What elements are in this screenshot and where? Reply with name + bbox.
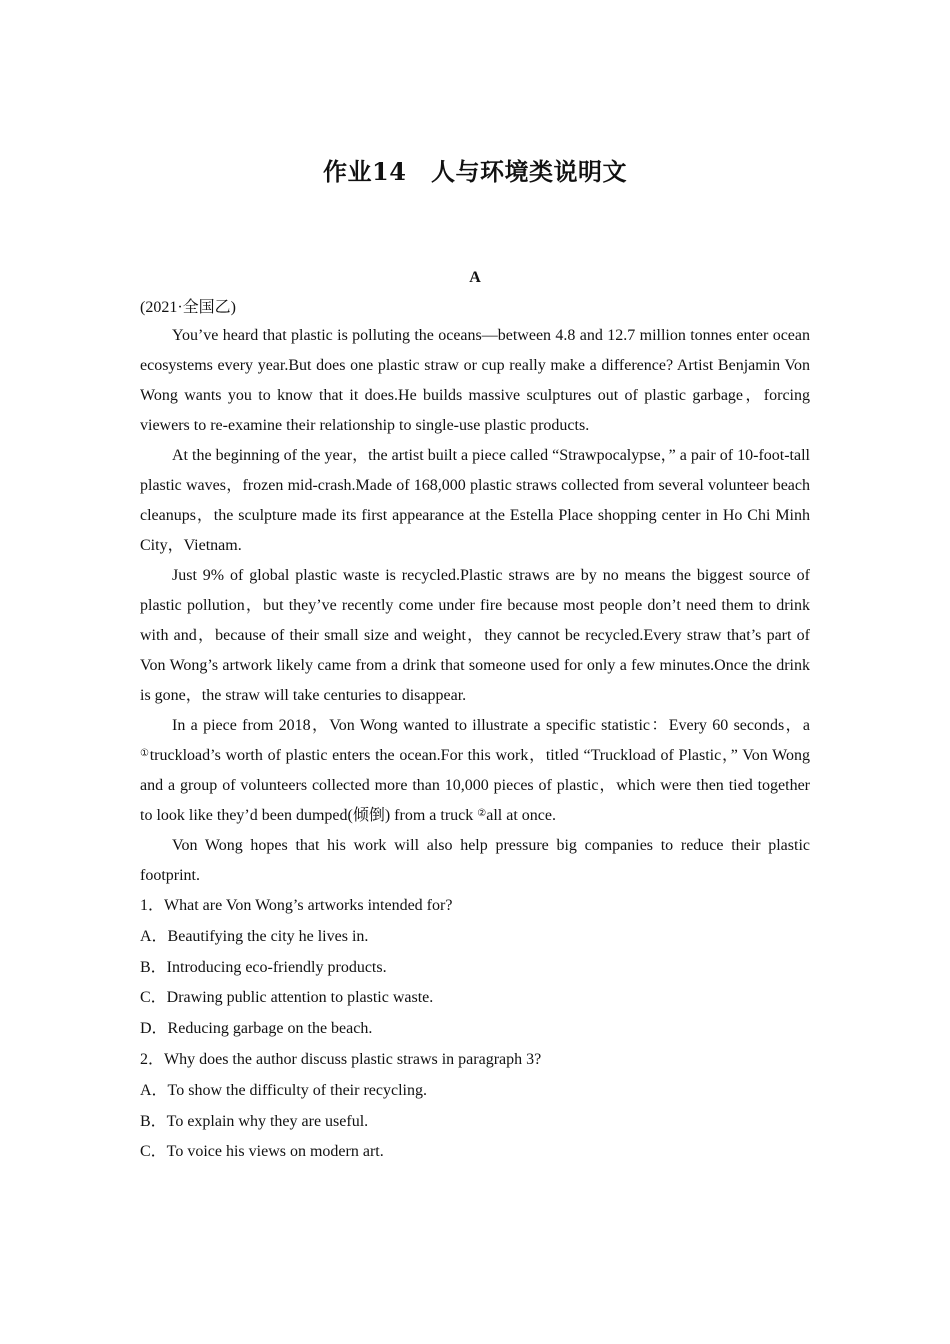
document-page xyxy=(140,150,810,1168)
page-title: 作业14 人与环境类说明文 xyxy=(323,157,627,186)
option-c: C．Drawing public attention to plastic waste. xyxy=(140,989,434,1007)
question-1 xyxy=(140,891,810,1045)
paragraph-4 xyxy=(140,711,810,831)
paragraph-1: You’ve heard that plastic is polluting the oceans—between 4.8 and 12.7 million tonnes enter ocean ecosystems every year.But does one plastic straw or cup really make a difference? Artist Benjamin Von Wong wants you to know that it does.He builds massive sculptures out of plastic garbage，forcing viewers to re-examine their relationship to single-use plastic products. xyxy=(140,327,810,434)
section-label: A xyxy=(469,269,481,286)
option-a: A．Beautifying the city he lives in. xyxy=(140,927,369,945)
option-a: A．To show the difficulty of their recycling. xyxy=(140,1081,427,1099)
paragraph-2: At the beginning of the year，the artist built a piece called “Strawpocalypse，” a pair of 10-foot-tall plastic waves，frozen mid-crash.Made of 168,000 plastic straws collected from several volunteer beach cleanups，the sculpture made its first appearance at the Estella Place shopping center in Ho Chi Minh City，Vietnam. xyxy=(140,447,811,554)
option-b: B．Introducing eco-friendly products. xyxy=(140,958,387,976)
footnote-mark-2: ② xyxy=(477,808,487,819)
option-d: D．Reducing garbage on the beach. xyxy=(140,1020,373,1038)
footnote-mark-1: ① xyxy=(140,748,150,759)
question-stem: 1．What are Von Wong’s artworks intended for? xyxy=(140,897,453,914)
option-c: C．To voice his views on modern art. xyxy=(140,1143,384,1161)
paragraph-5: Von Wong hopes that his work will also help pressure big companies to reduce their plastic footprint. xyxy=(140,837,810,884)
paragraph-4-part-1: In a piece from 2018，Von Wong wanted to illustrate a specific statistic：Every 60 seconds，a xyxy=(172,717,810,734)
paragraph-3: Just 9% of global plastic waste is recycled.Plastic straws are by no means the biggest source of plastic pollution，but they’ve recently come under fire because most people don’t need them to drink with and，because of their small size and weight，they cannot be recycled.Every straw that’s part of Von Wong’s artwork likely came from a drink that someone used for only a few minutes.Once the drink is gone，the straw will take centuries to disappear. xyxy=(140,567,810,704)
question-stem: 2．Why does the author discuss plastic straws in paragraph 3? xyxy=(140,1050,542,1068)
paragraph-4-part-3: all at once. xyxy=(486,807,556,824)
source-citation: (2021·全国乙) xyxy=(140,299,236,316)
option-b: B．To explain why they are useful. xyxy=(140,1112,369,1130)
paragraph-4-part-2: truckload’s worth of plastic enters the ocean.For this work，titled “Truckload of Plastic，” Von Wong and a group of volunteers collected more than 10,000 pieces of plastic，which were then tied together to look like they’d been dumped(倾倒) from a truck xyxy=(140,747,810,824)
question-2 xyxy=(140,1045,810,1168)
